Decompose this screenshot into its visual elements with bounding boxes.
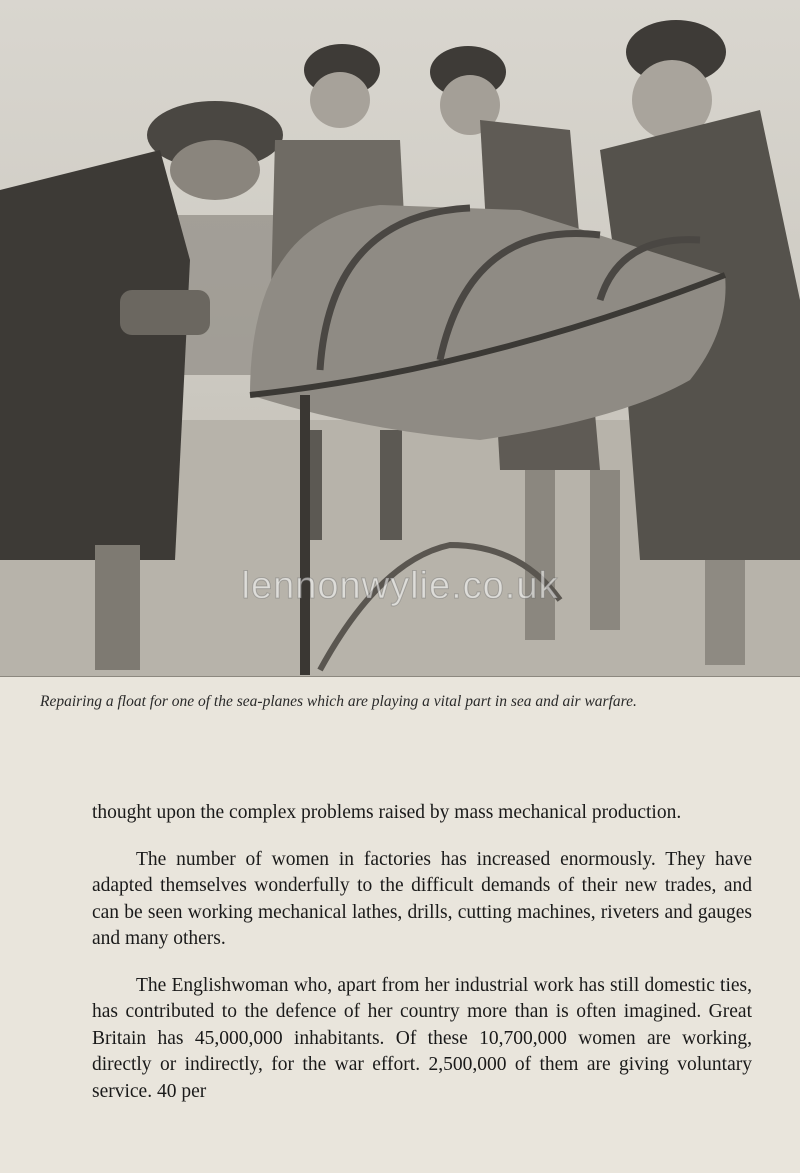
- body-text: [92, 800, 752, 1125]
- watermark-text: lennonwylie.co.uk: [241, 565, 559, 607]
- paragraph-3: The Englishwoman who, apart from her industrial work has still domestic ties, has contributed to the defence of her country more than is often imagined. Great Britain has 45,000,000 inhabitants. Of these 10,700,000 women are working, directly or indirectly, for the war effort. 2,500,000 of them are giving voluntary service. 40 per: [92, 974, 752, 1102]
- paragraph-1: thought upon the complex problems raised by mass mechanical production.: [92, 802, 682, 823]
- photo-caption: Repairing a float for one of the sea-planes which are playing a vital part in sea and air warfare.: [40, 693, 637, 710]
- paragraph-2: The number of women in factories has increased enormously. They have adapted themselves wonderfully to the difficult demands of their new trades, and can be seen working mechanical lathes, drills, cutting machines, riveters and gauges and many others.: [92, 848, 752, 949]
